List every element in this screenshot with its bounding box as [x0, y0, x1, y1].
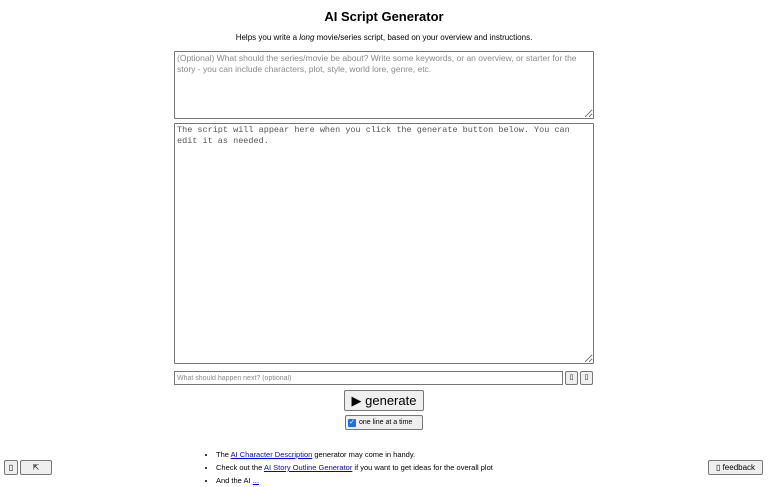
next-option-button-1[interactable]: ▯ — [565, 371, 578, 385]
character-description-link[interactable]: AI Character Description — [230, 450, 313, 459]
subtitle-emphasis: long — [299, 33, 315, 42]
more-link[interactable]: ... — [252, 476, 259, 485]
next-option-button-2[interactable]: ▯ — [580, 371, 593, 385]
story-outline-link[interactable]: AI Story Outline Generator — [263, 463, 353, 472]
list-item: • The AI Character Description generator may come in handy. — [216, 448, 596, 461]
menu-icon[interactable]: ▯ — [4, 460, 18, 475]
subtitle-before: Helps you write a — [235, 33, 300, 42]
list-item: • And the AI ... — [216, 474, 596, 487]
expand-icon[interactable]: ⇱ — [20, 460, 52, 475]
one-line-toggle[interactable] — [345, 415, 423, 430]
next-instruction-input[interactable] — [174, 371, 563, 385]
overview-textarea[interactable] — [174, 51, 594, 119]
checkbox-checked-icon[interactable]: ✓ — [349, 418, 355, 426]
list-item: • Check out the AI Story Outline Generator if you want to get ideas for the overall plot — [216, 461, 596, 474]
feedback-button[interactable]: ▯ feedback — [708, 460, 763, 475]
page-title: AI Script Generator — [324, 9, 444, 24]
one-line-label: one line at a time — [359, 419, 413, 426]
subtitle-after: movie/series script, based on your overview and instructions. — [314, 33, 533, 42]
script-output-textarea[interactable] — [174, 123, 594, 364]
page-subtitle — [0, 33, 768, 43]
tips-list — [198, 448, 596, 487]
generate-button[interactable]: ▶ generate — [344, 390, 424, 411]
